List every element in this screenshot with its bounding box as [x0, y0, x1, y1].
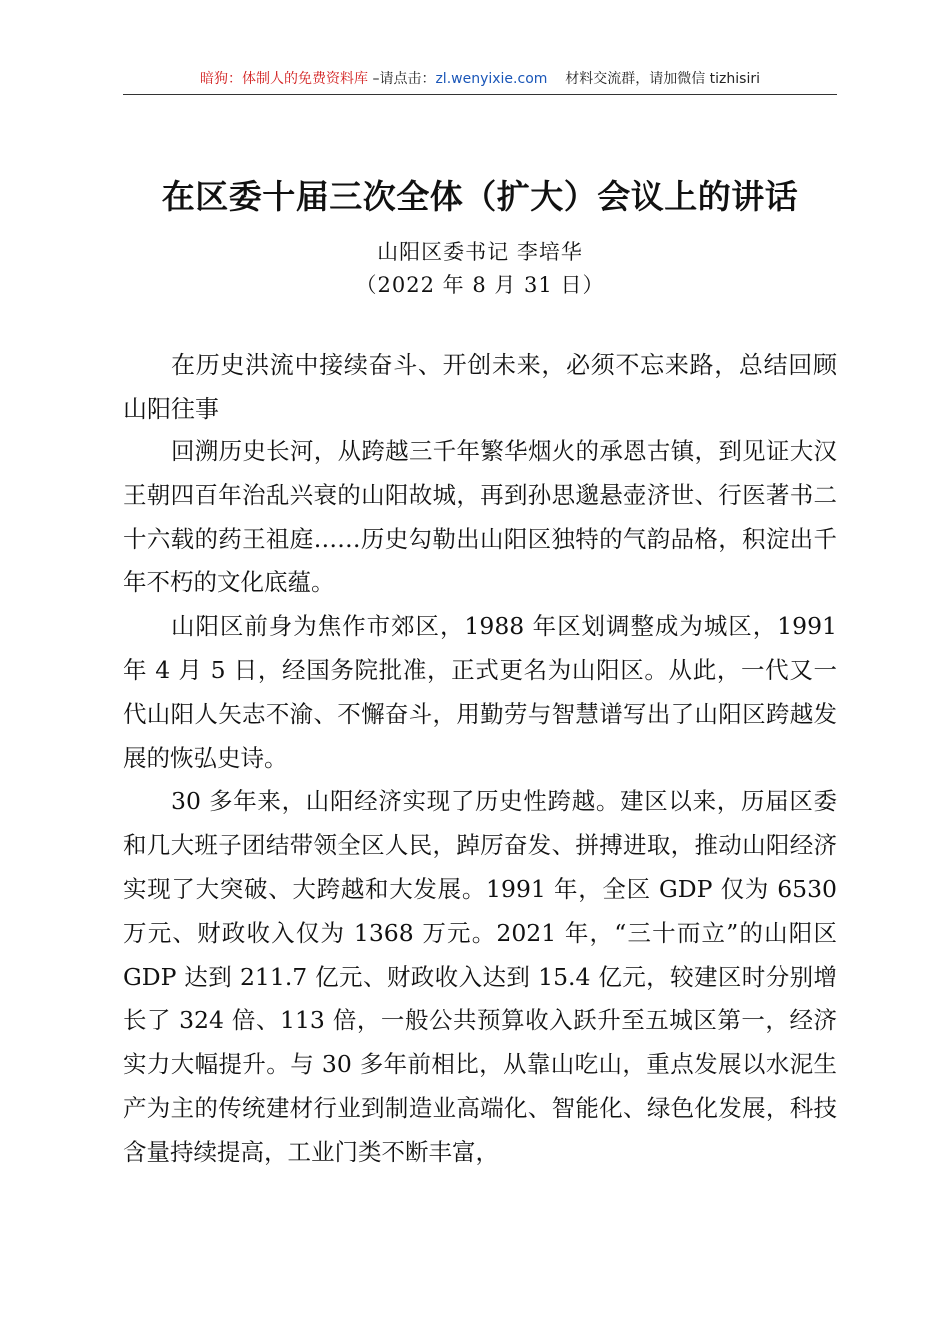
document-title: 在区委十届三次全体（扩大）会议上的讲话 [161, 177, 799, 216]
header-group-note: 材料交流群，请加微信 tizhisiri [565, 71, 760, 87]
body-paragraph: 山阳区前身为焦作市郊区，1988 年区划调整成为城区，1991 年 4 月 5 日，经国务院批准，正式更名为山阳区。从此，一代又一代山阳人矢志不渝、不懈奋斗，用勤劳与智慧谱写出了山阳区跨越发展的恢弘史诗。 [123, 612, 837, 772]
document-author: 山阳区委书记 李培华 [377, 240, 583, 264]
header-prompt: –请点击： [368, 71, 436, 87]
header-url-link[interactable]: zl.wenyixie.com [435, 71, 548, 87]
header-brand: 暗狗：体制人的免费资料库 [200, 71, 368, 87]
document-date: （2022 年 8 月 31 日） [355, 273, 605, 297]
document-body [123, 430, 837, 1175]
section-heading: 在历史洪流中接续奋斗、开创未来，必须不忘来路，总结回顾山阳往事 [123, 351, 837, 423]
body-paragraph: 回溯历史长河，从跨越三千年繁华烟火的承恩古镇，到见证大汉王朝四百年治乱兴衰的山阳故城，再到孙思邈悬壶济世、行医著书二十六载的药王祖庭……历史勾勒出山阳区独特的气韵品格，积淀出千年不朽的文化底蕴。 [123, 437, 837, 597]
page-header [123, 68, 837, 95]
body-paragraph: 30 多年来，山阳经济实现了历史性跨越。建区以来，历届区委和几大班子团结带领全区人民，踔厉奋发、拼搏进取，推动山阳经济实现了大突破、大跨越和大发展。1991 年，全区 GDP 仅为 6530 万元、财政收入仅为 1368 万元。2021 年，“三十而立”的山阳区 GDP 达到 211.7 亿元、财政收入达到 15.4 亿元，较建区时分别增长了 324 倍、113 倍，一般公共预算收入跃升至五城区第一，经济实力大幅提升。与 30 多年前相比，从靠山吃山，重点发展以水泥生产为主的传统建材行业到制造业高端化、智能化、绿色化发展，科技含量持续提高，工业门类不断丰富， [123, 787, 837, 1166]
